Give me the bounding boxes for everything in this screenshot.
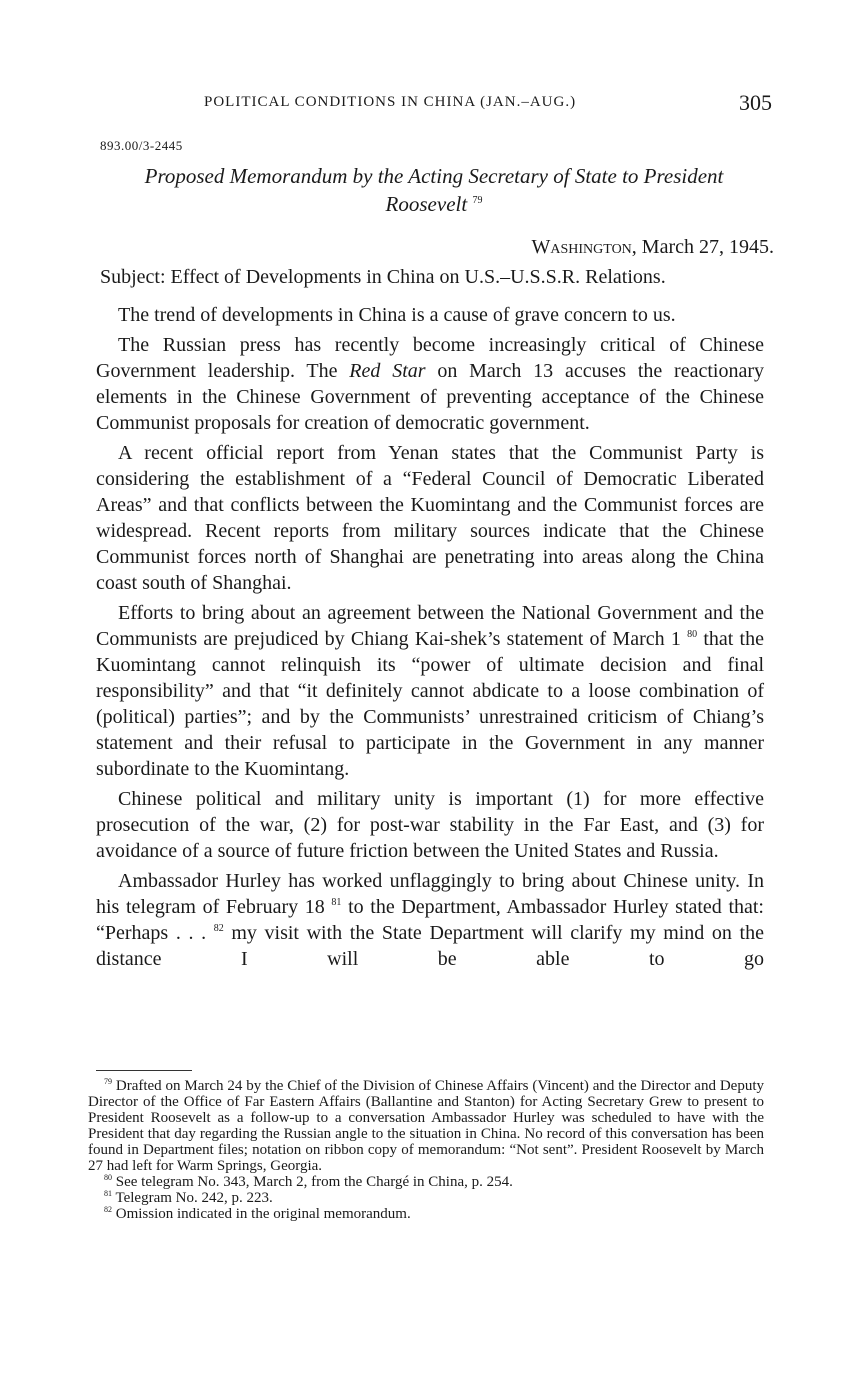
- page-number: 305: [739, 90, 772, 115]
- memorandum-body: [96, 302, 764, 976]
- paragraph-6-a: Ambassador Hurley has worked unflaggingly to bring about Chinese unity. In his telegram of February 18: [96, 870, 764, 918]
- dateline-place: Washington: [531, 236, 632, 258]
- footnote-79-text: Drafted on March 24 by the Chief of the Division of Chinese Affairs (Vincent) and the Director and Deputy Director of the Office of Far Eastern Affairs (Ballantine and Stanton) for Acting Secretary Grew to present to President Roosevelt as a follow-up to a conversation Ambassador Hurley was scheduled to have with the President that day regarding the Russian angle to the situation in China. No record of this conversation has been found in Department files; notation on ribbon copy of memorandum: “Not sent”. President Roosevelt by March 27 had left for Warm Springs, Georgia.: [88, 1078, 764, 1174]
- paragraph-4: [96, 600, 764, 782]
- paragraph-1: The trend of developments in China is a cause of grave concern to us.: [118, 304, 676, 326]
- dateline-date: , March 27, 1945.: [631, 236, 774, 258]
- footnote-81: [88, 1190, 764, 1206]
- title-line-1: Proposed Memorandum by the Acting Secretary of State to President: [144, 164, 724, 188]
- footnote-82: [88, 1206, 764, 1222]
- paragraph-4-b: that the Kuomintang cannot relinquish its “power of ultimate decision and final responsibility” and that “it definitely cannot abdicate to a loose combination of (political) parties”; and by the Communists’ unrestrained criticism of Chiang’s statement and their refusal to participate in the Government in any manner subordinate to the Kuomintang.: [96, 628, 764, 780]
- footnote-79: [88, 1078, 764, 1174]
- paragraph-2-a: The Russian press has recently become increasingly critical of Chinese Government leadership. The: [96, 334, 764, 382]
- newspaper-title: Red Star: [349, 360, 426, 382]
- footnotes: [88, 1078, 764, 1222]
- paragraph-2: [96, 332, 764, 436]
- paragraph-4-a: Efforts to bring about an agreement between the National Government and the Communists are prejudiced by Chiang Kai-shek’s statement of March 1: [96, 602, 764, 650]
- footnote-82-marker: 82: [104, 1205, 112, 1214]
- footnote-ref-80: 80: [687, 629, 698, 640]
- footnote-81-marker: 81: [104, 1189, 112, 1198]
- footnote-80-text: See telegram No. 343, March 2, from the Chargé in China, p. 254.: [112, 1174, 513, 1190]
- footnote-ref-82: 82: [213, 923, 224, 934]
- file-number: 893.00/3-2445: [100, 138, 183, 153]
- footnote-ref-81: 81: [331, 897, 342, 908]
- title-line-2: [96, 190, 772, 218]
- title-line-2-text: Roosevelt: [385, 192, 468, 216]
- paragraph-6-b: to the Department, Ambassador Hurley stated that: “Perhaps . . .: [96, 896, 764, 944]
- document-title: [96, 162, 772, 218]
- footnote-80: [88, 1174, 764, 1190]
- subject-line: Subject: Effect of Developments in China on U.S.–U.S.S.R. Relations.: [100, 266, 666, 288]
- title-footnote-ref: 79: [472, 195, 483, 206]
- paragraph-3: A recent official report from Yenan states that the Communist Party is considering the establishment of a “Federal Council of Democratic Liberated Areas” and that conflicts between the Kuomintang and the Communist forces are widespread. Recent reports from military sources indicate that the Chinese Communist forces north of Shanghai are penetrating into areas along the China coast south of Shanghai.: [96, 442, 764, 594]
- paragraph-5: Chinese political and military unity is important (1) for more effective prosecution of the war, (2) for post-war stability in the Far East, and (3) for avoidance of a source of future friction between the United States and Russia.: [96, 788, 764, 862]
- paragraph-6-c: my visit with the State Department will clarify my mind on the distance I will be able to go: [96, 922, 764, 970]
- footnote-81-text: Telegram No. 242, p. 223.: [112, 1190, 273, 1206]
- footnote-82-text: Omission indicated in the original memorandum.: [112, 1206, 411, 1222]
- footnote-divider: [96, 1070, 192, 1071]
- footnote-80-marker: 80: [104, 1173, 112, 1182]
- paragraph-6: [96, 868, 764, 972]
- footnote-79-marker: 79: [104, 1077, 112, 1086]
- paragraph-2-b: on March 13 accuses the reactionary elements in the Chinese Government of preventing acceptance of the Chinese Communist proposals for creation of democratic government.: [96, 360, 765, 434]
- running-title: POLITICAL CONDITIONS IN CHINA (JAN.–AUG.): [204, 94, 577, 110]
- running-head: [96, 90, 772, 118]
- dateline: [532, 236, 775, 259]
